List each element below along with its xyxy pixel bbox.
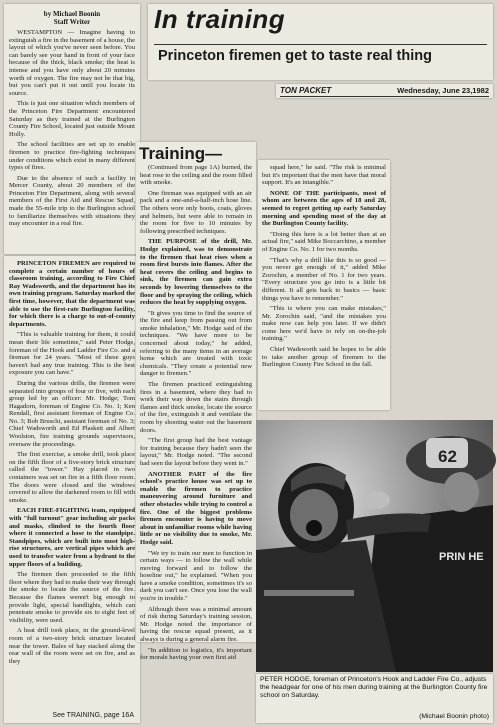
left-column-bottom — [4, 256, 140, 723]
headline-rule — [154, 44, 487, 45]
middle-column — [136, 142, 256, 662]
paper-date: Wednesday, June 23,1982 — [397, 86, 489, 95]
paper-name: TON PACKET — [280, 86, 332, 95]
byline-author: by Michael Boonin — [43, 10, 101, 18]
photo-credit: (Michael Boonin photo) — [419, 713, 489, 720]
jacket-lettering: PRIN HE — [439, 551, 484, 563]
paragraph: ANOTHER PART of the fire school's practice house was set up to enable the firemen to practice maneuvering around furniture and other obstacles while trying to control a fire. One of the biggest problems firemen encounter is having to move about in unfamiliar rooms while having little or no visibility due to smoke, Mr. Hodge said. — [140, 470, 252, 546]
paragraph: During the various drills, the firemen were separated into groups of four or five, with each group led by an officer: Mr. Hodge; Tom Hagadorn, foreman of Engine Co. No. 1; Ken Rendall, first assistant foreman of Engine Co. No. 3; Bob Bruschi, assistant foreman of No. 3; Chief Wadsworth and Ed Plaskett and Albert Woolston, fire training grounds supervisors, oversaw the proceedings. — [9, 379, 135, 448]
jump-head-text: Training — [139, 144, 206, 163]
paragraph: The firemen practiced extinguishing fires in a basement, where they had to work their way down the stairs through flames and thick smoke, locate the source of the fire, extinguish it and ventilate the room by shooting water out the basement doors. — [140, 381, 252, 434]
paragraph: One fireman was equipped with an air pack and a one-and-a-half-inch hose line. The others wore only boots, coats, gloves and helmets, but were able to remain in the room for five to 10 minutes by following prescribed techniques. — [140, 189, 252, 235]
paragraph: "This is where you can make mistakes," Mr. Zorochin said, "and the mistakes you make now can help you later. If we didn't come here we'd have to rely on on-the-job training." — [262, 305, 386, 343]
paragraph: PRINCETON FIREMEN are required to complete a certain number of hours of classroom training, according to Fire Chief Ray Wadsworth, and the department has its own training program. Saturday marked the first time, however, that the department was able to use the first-rate Burlington facility, for which there is a charge to out-of-county departments. — [9, 260, 135, 328]
headline-clip — [148, 4, 493, 80]
paragraph: squad here," he said. "The risk is minimal but it's important that the men have that moral support. It's an intangible." — [262, 164, 386, 187]
paragraph: "That's why a drill like this is so good — you never get enough of it," added Mike Zorochin, a member of No. 1 for two years. "Every structure you go into is a little bit different. It all gets back to basics — basic things you have to remember." — [262, 256, 386, 302]
paragraph: "In addition to logistics, it's important for morale having your own first aid — [140, 646, 252, 662]
paragraph: This is just one situation which members of the Princeton Fire Department encountered Saturday as they trained at the Burlington County Fire School, located just outside Mount Holly. — [9, 100, 135, 138]
byline-role: Staff Writer — [53, 18, 91, 26]
paragraph: "The first group had the best vantage for training because they hadn't seen the layout," Mr. Hodge noted. "The second had seen the layout before they went in." — [140, 437, 252, 467]
photo-caption: PETER HODGE, foreman of Princeton's Hook and Ladder Fire Co., adjusts the headgear for one of his men during training at the Burlington County fire school on Saturday. — [260, 676, 488, 699]
left-column-top — [4, 4, 140, 254]
paragraph: "This is valuable training for them, it could mean their life sometime," said Peter Hodge, foreman of the Hook and Ladder Fire Co. and a fireman for 24 years. "Most of these guys haven't had any true training. This is the best exposure you can have." — [9, 331, 135, 377]
right-column — [258, 160, 390, 410]
byline — [9, 10, 135, 26]
jump-head: Training— — [139, 144, 223, 163]
paragraph: (Continued from page 1A) burned, the heat rose to the ceiling and the room filled with smoke. — [140, 164, 252, 187]
paragraph: Although there was a minimal amount of risk during Saturday's training session, Mr. Hodge noted the importance of having the rescue squad present, as it always is during a general alarm fire. — [140, 605, 252, 644]
dateline-strip — [276, 84, 493, 98]
paragraph: Chief Wadsworth said he hopes to be able to take another group of firemen to the Burlington County Fire School in the fall. — [262, 346, 386, 369]
see-also-jump: See TRAINING, page 16A — [52, 712, 134, 719]
paragraph: The firemen then proceeded to the fifth floor where they had to make their way through the smoke to locate the source of the fire. Because the flames weren't big enough to provide light, special handlights, which can penetrate smoke to provide six to eight feet of visibility, were used. — [9, 571, 135, 624]
photo-illustration — [256, 420, 493, 672]
paragraph: "We try to train our men to function in certain ways — to follow the wall while moving forward and to follow the hoseline out," he explained. "When you have a smoke condition, sometimes it's so dark you can't see. Once you lose the wall you're in trouble." — [140, 549, 252, 603]
paragraph: EACH FIRE-FIGHTING team, equipped with "full turnout" gear including air packs and masks, climbed to the fourth floor where it connected a hose to the standpipe. Standpipes, which are built into most high-rise structures, are vertical pipes which are used to transfer water from a hydrant to the upper floors of a building. — [9, 507, 135, 568]
paragraph: WESTAMPTON — Imagine having to extinguish a fire in the basement of a house, the layout of which you've never seen before. You can barely see your hand in front of your face because of the thick, black smoke; the heat is intense and you have only about 20 minutes worth of oxygen. The fire may not be that big, but you can't put it out until you locate its source. — [9, 29, 135, 97]
paragraph: A heat drill took place, in the ground-level room of a two-story brick structure located near the tower. Bales of hay stacked along the rear wall of the room were set on fire, and as they — [9, 627, 135, 665]
paragraph: Due to the absence of such a facility in Mercer County, about 20 members of the Princeton Fire Department, along with several members of the First Aid and Rescue Squad, made the 55-mile trip to the Burlington school to familiarize themselves with situations they may encounter in a real fire. — [9, 174, 135, 228]
paragraph: THE PURPOSE of the drill, Mr. Hodge explained, was to demonstrate to the firemen that heat rises when a room first bursts into flames. After the heat covers the ceiling and begins to sink, the firemen can gain extra seconds by lowering themselves to the floor and by spraying the ceiling, which reduces the heat by supplying oxygen. — [140, 238, 252, 307]
headline: Princeton firemen get to taste real thing — [158, 48, 432, 64]
helmet-number: 62 — [438, 447, 457, 466]
paragraph: "Doing this here is a lot better than at an actual fire," said Mike Boccarchino, a member of Engine Co. No. 1 for two months. — [262, 230, 386, 253]
paragraph: The first exercise, a smoke drill, took place on the fifth floor of a five-story brick structure called the "tower." Hay placed in two containers was set on fire in a fifth floor room. The doors were closed and the windows covered to allow the darkened room to fill with smoke. — [9, 451, 135, 504]
paragraph: NONE OF THE participants, most of whom are between the ages of 18 and 28, seemed to regret getting up early Saturday morning and spending most of the day at the Burlington County facility. — [262, 189, 386, 228]
firefighter-photo — [256, 420, 493, 672]
paragraph: The school facilities are set up to enable firemen to practice fire-fighting techniques under conditions which exist in many different types of fires. — [9, 141, 135, 172]
photo-caption-box — [256, 674, 493, 723]
paragraph: "It gives you time to find the source of the fire and keep from passing out from smoke inhalation," Mr. Hodge said of the techniques. "We have more to be concerned about today," he added, referring to the many items in an average home which are treated with toxic chemicals. "They create a potential new danger to firemen." — [140, 309, 252, 378]
kicker: In training — [154, 4, 286, 34]
dateline-rule — [280, 96, 489, 97]
